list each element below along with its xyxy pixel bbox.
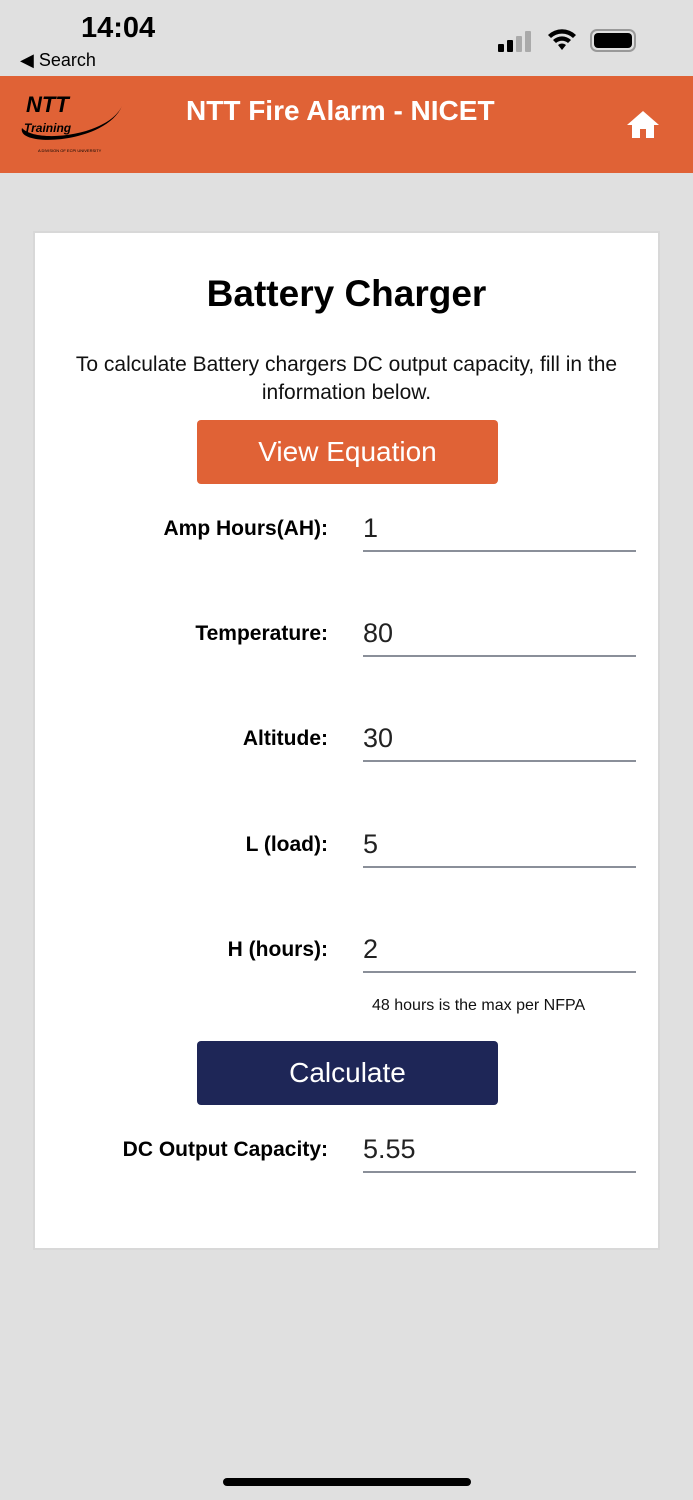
app-header — [0, 76, 693, 173]
view-equation-button[interactable]: View Equation — [197, 420, 498, 484]
calculate-button[interactable]: Calculate — [197, 1041, 498, 1105]
battery-charger-card — [33, 231, 660, 1250]
field-label: Altitude: — [242, 727, 328, 750]
page-title: Battery Charger — [206, 273, 487, 314]
home-indicator[interactable] — [223, 1478, 471, 1486]
wifi-icon — [546, 26, 578, 52]
dc-output-value[interactable]: 5.55 — [363, 1126, 636, 1173]
field-label: Amp Hours(AH): — [163, 517, 328, 540]
amp-hours-input[interactable]: 1 — [363, 505, 636, 552]
field-label: Temperature: — [195, 622, 328, 645]
load-input[interactable]: 5 — [363, 821, 636, 868]
field-label: L (load): — [245, 833, 328, 856]
signal-icon — [498, 30, 531, 52]
logo-tagline: A DIVISION OF ECPI UNIVERSITY — [38, 148, 102, 153]
hours-input[interactable]: 2 — [363, 926, 636, 973]
result-label: DC Output Capacity: — [122, 1138, 328, 1161]
temperature-input[interactable]: 80 — [363, 610, 636, 657]
description: To calculate Battery chargers DC output capacity, fill in the information below. — [75, 353, 618, 404]
logo-sub: Training — [24, 121, 72, 135]
ntt-training-logo — [16, 92, 126, 154]
app-title: NTT Fire Alarm - NICET — [186, 95, 495, 126]
home-icon[interactable] — [626, 109, 660, 139]
field-label: H (hours): — [227, 938, 328, 961]
status-bar — [0, 0, 693, 76]
clock: 14:04 — [81, 12, 156, 44]
battery-icon — [590, 29, 636, 52]
back-to-search-link[interactable]: ◀ Search — [20, 50, 96, 70]
hours-hint: 48 hours is the max per NFPA — [372, 997, 586, 1014]
logo-brand: NTT — [26, 92, 69, 117]
altitude-input[interactable]: 30 — [363, 715, 636, 762]
